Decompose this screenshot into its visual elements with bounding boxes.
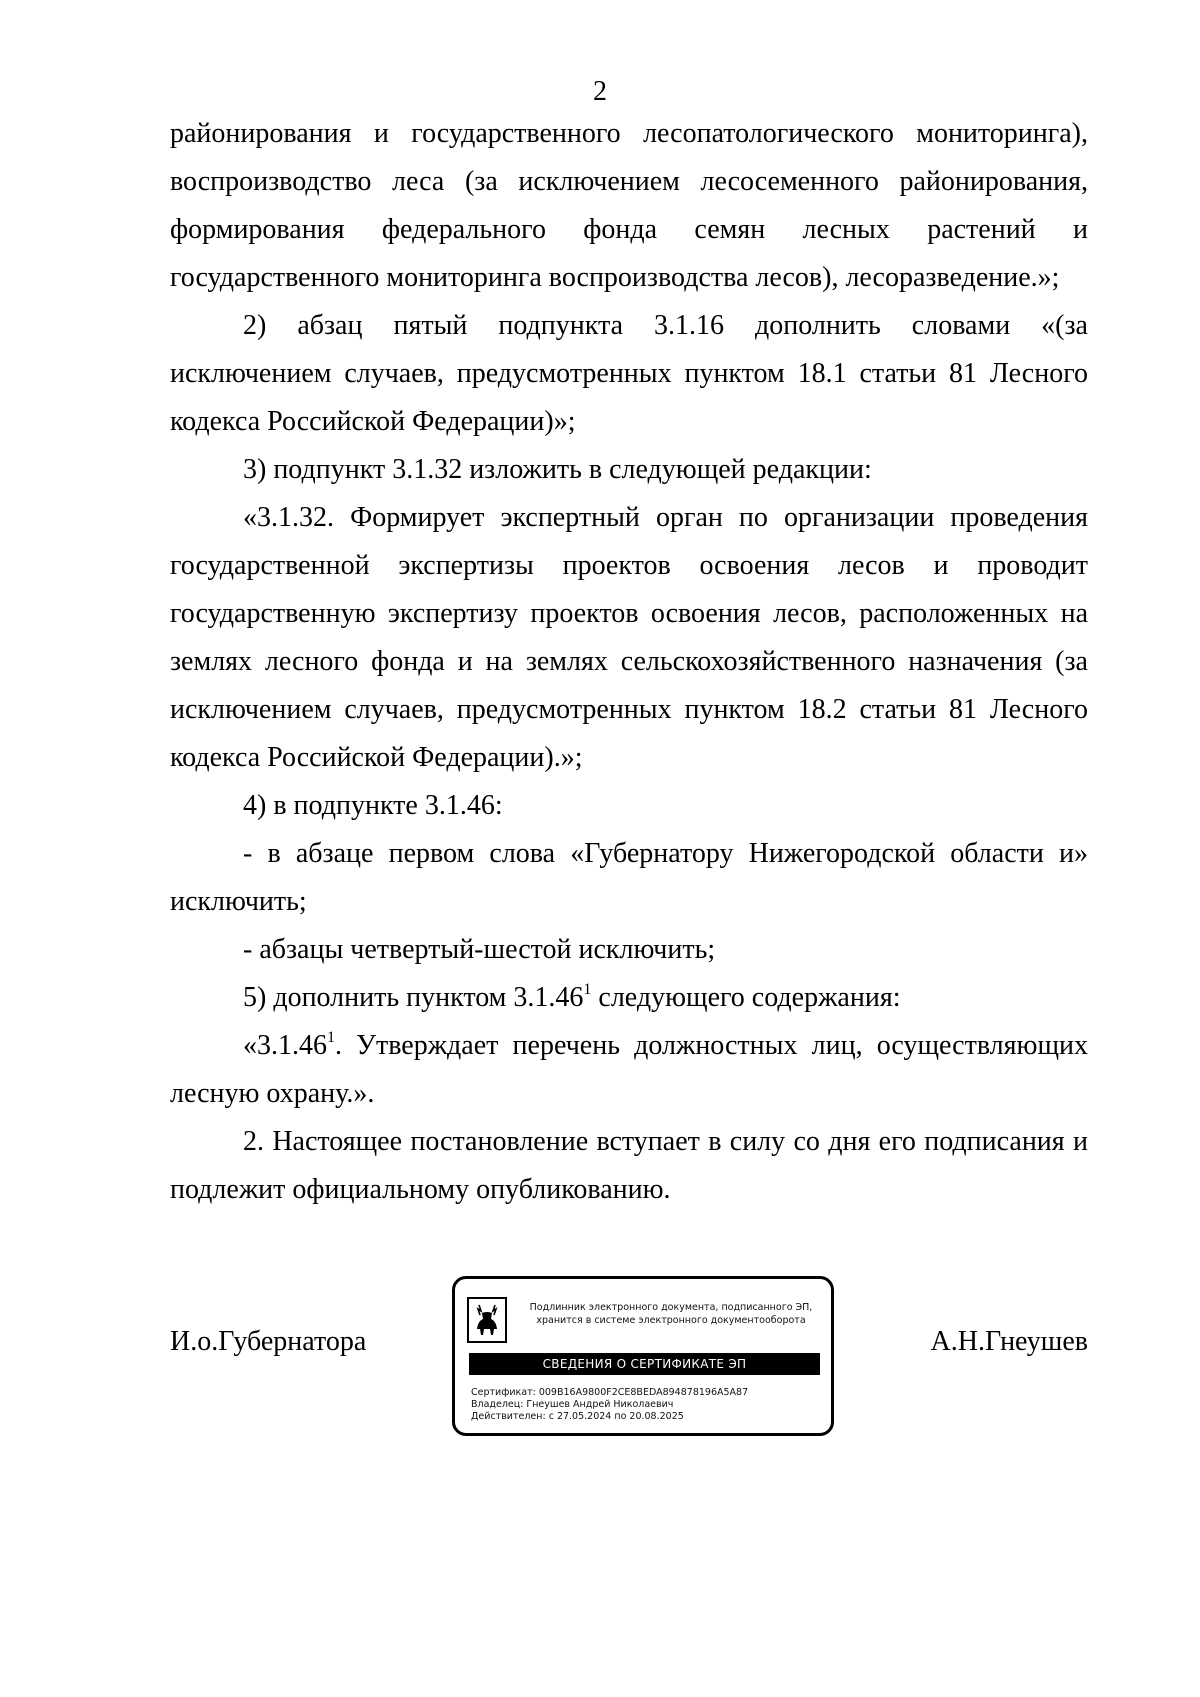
certificate-number: Сертификат: 009B16A9800F2CE8BEDA894878196A5A87 [471, 1387, 749, 1398]
quote-superscript: 1 [327, 1029, 335, 1046]
paragraph-item-4: 4) в подпункте 3.1.46: [243, 790, 503, 821]
paragraph-item-2: 2) абзац пятый подпункта 3.1.16 дополнить словами «(за исключением случаев, предусмотренных пунктом 18.1 статьи 81 Лесного кодекса Российской Федерации)»; [170, 310, 1088, 437]
page-number: 2 [593, 76, 607, 107]
paragraph-item-3: 3) подпункт 3.1.32 изложить в следующей редакции: [243, 454, 872, 485]
stamp-header: СВЕДЕНИЯ О СЕРТИФИКАТЕ ЭП [469, 1353, 820, 1375]
certificate-validity: Действителен: с 27.05.2024 по 20.08.2025 [471, 1411, 684, 1422]
paragraph-final: 2. Настоящее постановление вступает в силу со дня его подписания и подлежит официальному опубликованию. [170, 1126, 1088, 1205]
signer-title: И.о.Губернатора [170, 1326, 367, 1357]
paragraph-continuation: районирования и государственного лесопатологического мониторинга), воспроизводство леса (за исключением лесосеменного районирования, формирования федерального фонда семян лесных растений и государственного мониторинга воспроизводства лесов), лесоразведение.»; [170, 118, 1088, 293]
signer-name: А.Н.Гнеушев [930, 1326, 1088, 1357]
deer-emblem-icon [469, 1299, 505, 1341]
coat-of-arms-icon [467, 1297, 507, 1343]
item5-text-after: следующего содержания: [591, 982, 901, 1013]
quote-text: «3.1.46 [243, 1030, 327, 1061]
quote-text-after: . Утверждает перечень должностных лиц, осуществляющих лесную охрану.». [170, 1030, 1088, 1109]
paragraph-quote-3-1-46-1 [170, 1022, 1088, 1118]
certificate-details [471, 1387, 821, 1423]
electronic-signature-stamp [452, 1276, 834, 1436]
certificate-owner: Владелец: Гнеушев Андрей Николаевич [471, 1399, 674, 1410]
document-body [170, 110, 1088, 1214]
paragraph-item-4-sub-1: - в абзаце первом слова «Губернатору Нижегородской области и» исключить; [170, 838, 1088, 917]
paragraph-item-5 [170, 974, 1088, 1022]
item5-superscript: 1 [583, 981, 592, 998]
paragraph-quote-3-1-32: «3.1.32. Формирует экспертный орган по организации проведения государственной экспертизы проектов освоения лесов и проводит государственную экспертизу проектов освоения лесов, расположенных на землях лесного фонда и на землях сельскохозяйственного назначения (за исключением случаев, предусмотренных пунктом 18.2 статьи 81 Лесного кодекса Российской Федерации).»; [170, 502, 1088, 773]
paragraph-item-4-sub-2: - абзацы четвертый-шестой исключить; [243, 934, 716, 965]
item5-text: 5) дополнить пунктом 3.1.46 [243, 982, 584, 1013]
stamp-note: Подлинник электронного документа, подписанного ЭП, хранится в системе электронного документооборота [529, 1302, 813, 1326]
